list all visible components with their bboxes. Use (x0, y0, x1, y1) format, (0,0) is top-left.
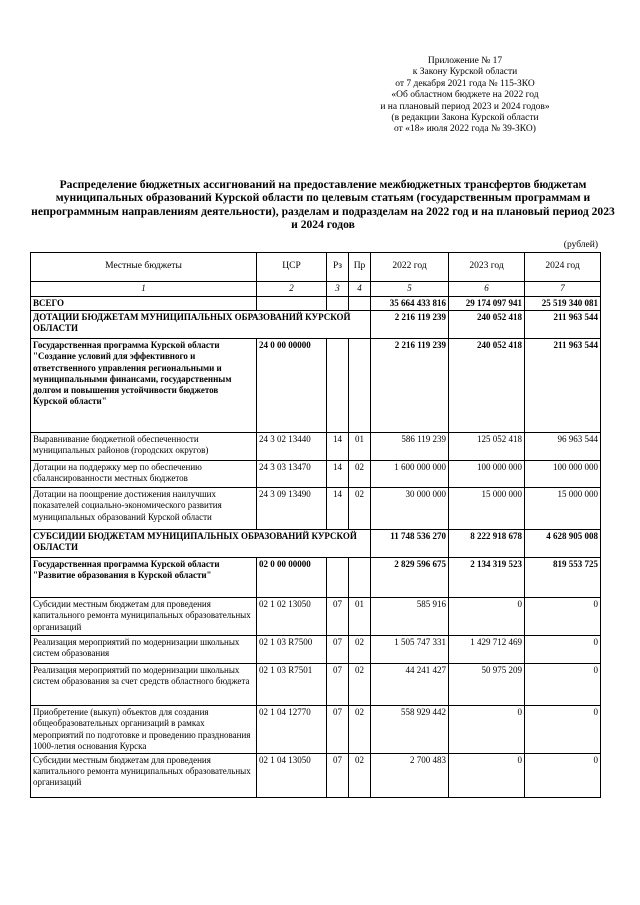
section-row (31, 311, 601, 339)
row-2023-cell: 0 (449, 706, 525, 754)
row-2024-cell: 4 628 905 008 (525, 530, 601, 558)
row-pr-cell (349, 297, 371, 311)
row-2022-cell: 2 700 483 (371, 754, 449, 798)
row-2023-cell: 0 (449, 598, 525, 636)
table-row (31, 706, 601, 754)
appendix-block (360, 56, 570, 136)
row-2024-cell: 211 963 544 (525, 311, 601, 339)
index-cell: 1 (31, 282, 257, 297)
table-row (31, 488, 601, 530)
row-csr-cell: 24 3 03 13470 (257, 461, 327, 488)
index-cell: 3 (327, 282, 349, 297)
row-2023-cell: 125 052 418 (449, 433, 525, 461)
index-cell: 6 (449, 282, 525, 297)
row-2022-cell: 558 929 442 (371, 706, 449, 754)
row-2023-cell: 0 (449, 754, 525, 798)
row-2024-cell: 100 000 000 (525, 461, 601, 488)
row-rz-cell: 07 (327, 754, 349, 798)
header-cell: Пр (349, 253, 371, 282)
section-row (31, 530, 601, 558)
row-rz-cell: 07 (327, 636, 349, 664)
table-row (31, 754, 601, 798)
row-2023-cell: 2 134 319 523 (449, 558, 525, 598)
row-pr-cell (349, 558, 371, 598)
appendix-line: Приложение № 17 (427, 56, 503, 66)
row-rz-cell: 07 (327, 664, 349, 706)
row-2023-cell: 50 975 209 (449, 664, 525, 706)
row-name-cell: Реализация мероприятий по модернизации школьных систем образования за счет средств областного бюджета (31, 664, 257, 706)
appendix-line: от 7 декабря 2021 года № 115-ЗКО (395, 78, 535, 89)
table-row (31, 461, 601, 488)
row-rz-cell: 14 (327, 433, 349, 461)
row-2023-cell: 1 429 712 469 (449, 636, 525, 664)
row-rz-cell (327, 558, 349, 598)
row-pr-cell: 02 (349, 664, 371, 706)
row-name-cell: Государственная программа Курской области "Развитие образования в Курской области" (31, 558, 257, 598)
row-name-cell: Государственная программа Курской области "Создание условий для эффективного и ответственного управления региональными и муниципальными финансами, государственным долгом и повышения устойчивости бюджетов Курской области" (31, 339, 257, 433)
header-cell: Рз (327, 253, 349, 282)
row-rz-cell (327, 297, 349, 311)
row-2024-cell: 0 (525, 754, 601, 798)
row-name-cell: Дотации на поощрение достижения наилучших показателей социально-экономического развития муниципальных образований Курской области (31, 488, 257, 530)
row-csr-cell: 02 1 03 R7501 (257, 664, 327, 706)
row-2024-cell: 0 (525, 706, 601, 754)
row-name-cell: Выравнивание бюджетной обеспеченности муниципальных районов (городских округов) (31, 433, 257, 461)
row-2024-cell: 819 553 725 (525, 558, 601, 598)
row-pr-cell: 02 (349, 706, 371, 754)
row-2022-cell: 2 216 119 239 (371, 339, 449, 433)
row-pr-cell: 02 (349, 754, 371, 798)
row-csr-cell: 24 0 00 00000 (257, 339, 327, 433)
index-cell: 4 (349, 282, 371, 297)
row-pr-cell: 01 (349, 598, 371, 636)
header-row (31, 253, 601, 282)
program-row (31, 339, 601, 433)
row-csr-cell: 24 3 09 13490 (257, 488, 327, 530)
row-csr-cell: 02 0 00 00000 (257, 558, 327, 598)
row-csr-cell: 02 1 02 13050 (257, 598, 327, 636)
header-cell: 2022 год (371, 253, 449, 282)
row-pr-cell: 02 (349, 488, 371, 530)
column-index-row (31, 282, 601, 297)
row-2022-cell: 585 916 (371, 598, 449, 636)
row-pr-cell: 01 (349, 433, 371, 461)
document-title: Распределение бюджетных ассигнований на предоставление межбюджетных трансфертов бюджетам муниципальных образований Курской области по целевым статьям (государственным программам и непрограммным направлениям деятельности), разделам и подразделам на 2022 год и на плановый период 2023 и 2024 годов (31, 178, 615, 232)
row-2024-cell: 0 (525, 598, 601, 636)
table-row (31, 433, 601, 461)
header-cell: ЦСР (257, 253, 327, 282)
row-rz-cell: 14 (327, 461, 349, 488)
table-row (31, 664, 601, 706)
row-2022-cell: 2 829 596 675 (371, 558, 449, 598)
row-name-cell: ВСЕГО (31, 297, 257, 311)
row-2022-cell: 1 505 747 331 (371, 636, 449, 664)
row-2023-cell: 100 000 000 (449, 461, 525, 488)
row-2022-cell: 1 600 000 000 (371, 461, 449, 488)
table-row (31, 598, 601, 636)
row-2023-cell: 8 222 918 678 (449, 530, 525, 558)
row-csr-cell: 24 3 02 13440 (257, 433, 327, 461)
appendix-line: и на плановый период 2023 и 2024 годов» (380, 101, 550, 112)
index-cell: 2 (257, 282, 327, 297)
program-row (31, 558, 601, 598)
row-rz-cell (327, 339, 349, 433)
row-2022-cell: 2 216 119 239 (371, 311, 449, 339)
row-2024-cell: 0 (525, 664, 601, 706)
header-cell: 2023 год (449, 253, 525, 282)
row-name-cell: Субсидии местным бюджетам для проведения капитального ремонта муниципальных образовательных организаций (31, 754, 257, 798)
row-2024-cell: 96 963 544 (525, 433, 601, 461)
appendix-line: от «18» июля 2022 года № 39-ЗКО) (394, 124, 536, 135)
units-label: (рублей) (563, 240, 598, 250)
row-2022-cell: 35 664 433 816 (371, 297, 449, 311)
row-csr-cell: 02 1 04 12770 (257, 706, 327, 754)
row-2023-cell: 29 174 097 941 (449, 297, 525, 311)
row-2022-cell: 586 119 239 (371, 433, 449, 461)
index-cell: 5 (371, 282, 449, 297)
row-rz-cell: 07 (327, 598, 349, 636)
appendix-line: «Об областном бюджете на 2022 год (391, 90, 539, 101)
header-cell: 2024 год (525, 253, 601, 282)
budget-table (30, 252, 601, 798)
row-pr-cell: 02 (349, 461, 371, 488)
row-rz-cell: 07 (327, 706, 349, 754)
row-csr-cell: 02 1 03 R7500 (257, 636, 327, 664)
row-pr-cell (349, 339, 371, 433)
row-name-cell: Реализация мероприятий по модернизации школьных систем образования (31, 636, 257, 664)
row-rz-cell: 14 (327, 488, 349, 530)
row-2022-cell: 11 748 536 270 (371, 530, 449, 558)
row-2023-cell: 15 000 000 (449, 488, 525, 530)
row-2024-cell: 0 (525, 636, 601, 664)
row-2023-cell: 240 052 418 (449, 311, 525, 339)
row-name-cell: Субсидии местным бюджетам для проведения капитального ремонта муниципальных образовательных организаций (31, 598, 257, 636)
row-2024-cell: 25 519 340 081 (525, 297, 601, 311)
index-cell: 7 (525, 282, 601, 297)
row-name-cell: СУБСИДИИ БЮДЖЕТАМ МУНИЦИПАЛЬНЫХ ОБРАЗОВАНИЙ КУРСКОЙ ОБЛАСТИ (31, 530, 371, 558)
appendix-line: (в редакции Закона Курской области (391, 113, 539, 124)
total-row (31, 297, 601, 311)
row-pr-cell: 02 (349, 636, 371, 664)
row-2024-cell: 211 963 544 (525, 339, 601, 433)
row-name-cell: Приобретение (выкуп) объектов для создания общеобразовательных организаций в рамках мероприятий по подготовке и проведению празднования 1000-летия основания Курска (31, 706, 257, 754)
row-name-cell: ДОТАЦИИ БЮДЖЕТАМ МУНИЦИПАЛЬНЫХ ОБРАЗОВАНИЙ КУРСКОЙ ОБЛАСТИ (31, 311, 371, 339)
appendix-line: к Закону Курской области (412, 67, 518, 78)
row-csr-cell: 02 1 04 13050 (257, 754, 327, 798)
header-cell: Местные бюджеты (31, 253, 257, 282)
row-2022-cell: 44 241 427 (371, 664, 449, 706)
row-2023-cell: 240 052 418 (449, 339, 525, 433)
table-row (31, 636, 601, 664)
row-2024-cell: 15 000 000 (525, 488, 601, 530)
row-csr-cell (257, 297, 327, 311)
row-2022-cell: 30 000 000 (371, 488, 449, 530)
row-name-cell: Дотации на поддержку мер по обеспечению сбалансированности местных бюджетов (31, 461, 257, 488)
